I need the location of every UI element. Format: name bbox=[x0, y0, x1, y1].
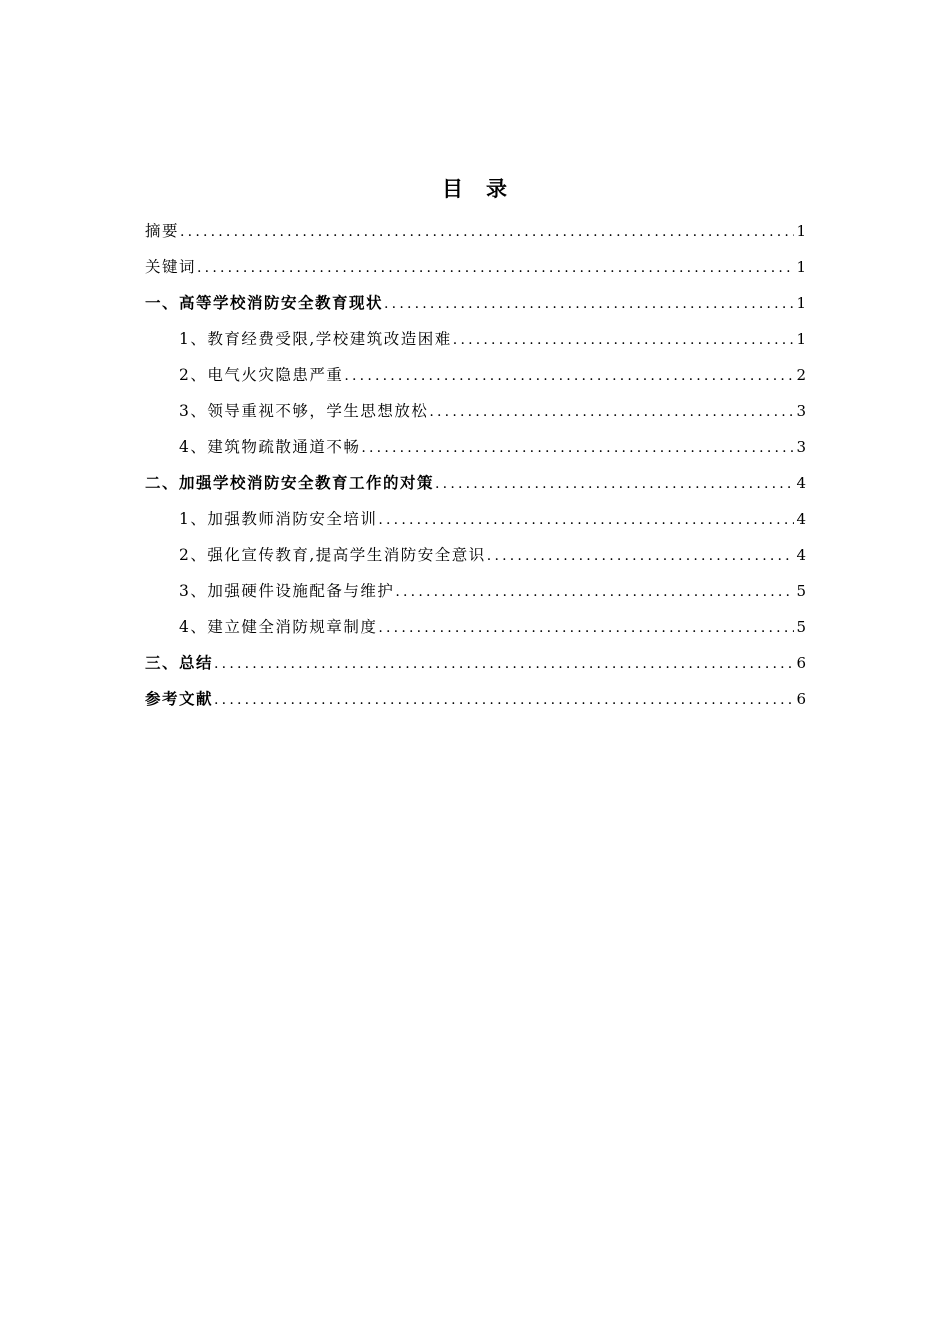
toc-leader-dots bbox=[487, 542, 795, 570]
toc-entry-label: 1、加强教师消防安全培训 bbox=[179, 510, 378, 528]
toc-entry-section-1-2[interactable] bbox=[145, 361, 806, 397]
toc-leader-dots bbox=[361, 434, 794, 462]
toc-entry-section-2-2[interactable] bbox=[145, 541, 806, 577]
toc-entry-label: 1、教育经费受限,学校建筑改造困难 bbox=[179, 330, 452, 348]
toc-entry-section-2-1[interactable] bbox=[145, 505, 806, 541]
toc-leader-dots bbox=[395, 578, 794, 606]
toc-entry-label: 关键词 bbox=[145, 258, 197, 276]
toc-entry-label: 3、加强硬件设施配备与维护 bbox=[179, 582, 395, 600]
toc-entry-page: 4 bbox=[796, 546, 806, 564]
toc-entry-section-2[interactable] bbox=[145, 469, 806, 505]
toc-entry-label: 2、强化宣传教育,提高学生消防安全意识 bbox=[179, 546, 486, 564]
toc-entry-section-1-4[interactable] bbox=[145, 433, 806, 469]
toc-leader-dots bbox=[384, 290, 794, 318]
toc-leader-dots bbox=[180, 218, 794, 246]
toc-entry-page: 2 bbox=[796, 366, 806, 384]
toc-leader-dots bbox=[214, 686, 794, 714]
toc-entry-section-1-1[interactable] bbox=[145, 325, 806, 361]
toc-leader-dots bbox=[378, 614, 794, 642]
toc-entry-abstract[interactable] bbox=[145, 217, 806, 253]
toc-leader-dots bbox=[429, 398, 794, 426]
toc-list bbox=[145, 217, 806, 721]
toc-title: 目 录 bbox=[442, 176, 508, 201]
toc-leader-dots bbox=[214, 650, 794, 678]
toc-entry-section-1[interactable] bbox=[145, 289, 806, 325]
toc-entry-label: 三、总结 bbox=[145, 653, 214, 672]
toc-entry-section-3[interactable] bbox=[145, 649, 806, 685]
toc-entry-page: 1 bbox=[796, 258, 806, 276]
toc-entry-page: 1 bbox=[796, 330, 806, 348]
toc-leader-dots bbox=[435, 470, 794, 498]
toc-entry-label: 4、建筑物疏散通道不畅 bbox=[179, 438, 361, 456]
toc-entry-section-2-3[interactable] bbox=[145, 577, 806, 613]
toc-entry-label: 2、电气火灾隐患严重 bbox=[179, 366, 344, 384]
toc-entry-label: 摘要 bbox=[145, 222, 180, 240]
toc-entry-references[interactable] bbox=[145, 685, 806, 721]
toc-entry-page: 5 bbox=[796, 582, 806, 600]
toc-entry-page: 5 bbox=[796, 618, 806, 636]
toc-leader-dots bbox=[344, 362, 794, 390]
toc-leader-dots bbox=[197, 254, 794, 282]
toc-entry-page: 4 bbox=[796, 510, 806, 528]
toc-entry-page: 3 bbox=[796, 402, 806, 420]
toc-entry-section-1-3[interactable] bbox=[145, 397, 806, 433]
toc-entry-label: 一、高等学校消防安全教育现状 bbox=[145, 293, 384, 312]
toc-entry-page: 1 bbox=[796, 294, 806, 312]
toc-entry-page: 4 bbox=[796, 474, 806, 492]
toc-leader-dots bbox=[453, 326, 795, 354]
toc-entry-label: 参考文献 bbox=[145, 689, 214, 708]
toc-entry-section-2-4[interactable] bbox=[145, 613, 806, 649]
toc-leader-dots bbox=[378, 506, 794, 534]
toc-entry-page: 1 bbox=[796, 222, 806, 240]
toc-entry-page: 6 bbox=[796, 654, 806, 672]
toc-entry-label: 4、建立健全消防规章制度 bbox=[179, 618, 378, 636]
toc-entry-label: 3、领导重视不够，学生思想放松 bbox=[179, 402, 429, 420]
toc-entry-page: 6 bbox=[796, 690, 806, 708]
toc-entry-label: 二、加强学校消防安全教育工作的对策 bbox=[145, 473, 435, 492]
toc-entry-keywords[interactable] bbox=[145, 253, 806, 289]
toc-entry-page: 3 bbox=[796, 438, 806, 456]
